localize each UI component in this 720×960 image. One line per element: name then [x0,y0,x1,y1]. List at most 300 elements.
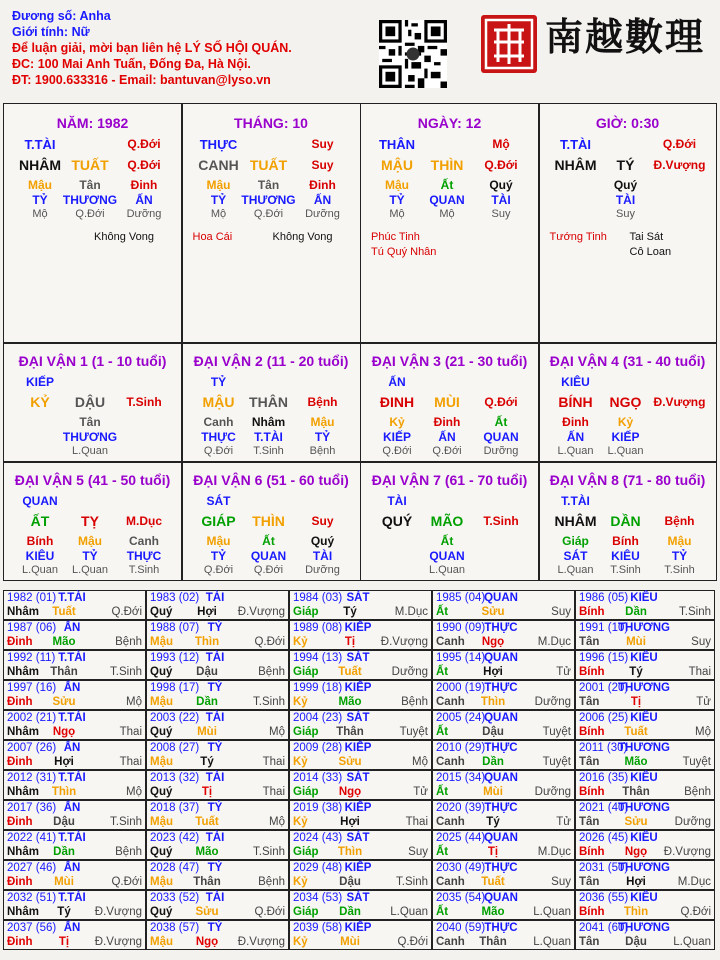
pillar-title: NGÀY: 12 [417,115,482,131]
year-branch: Sửu [195,906,219,918]
branch-stage-label: Suy [311,158,334,172]
hidden-stage: Suy [616,208,635,220]
hidden-stage: Q.Đới [203,445,234,457]
year-branch: Tuất [195,816,219,828]
year-cell [289,710,432,740]
heavenly-stem: NHÂM [554,513,597,529]
hidden-stage: Q.Đới [253,564,284,576]
year-label: 2000 (19) [436,682,486,694]
life-stage-label: Suy [311,137,334,151]
year-cell [289,860,432,890]
contact-line: Để luận giải, mời bạn liên hệ LÝ SỐ HỘI QUÁN. [12,41,292,55]
year-cell [3,680,146,710]
hidden-stem: Bính [612,534,639,548]
year-label: 1987 (06) [7,622,57,634]
year-ten-god: T.TÀI [58,832,86,844]
year-cell [575,650,715,680]
year-cell [575,860,715,890]
hidden-stage: L.Quan [557,564,594,576]
year-stage: Dưỡng [391,666,428,678]
dai-van-panel [3,462,182,581]
hidden-stem: Canh [203,415,234,429]
year-label: 2015 (34) [436,772,486,784]
earthly-branch: THÂN [249,394,288,410]
year-stage: Dưỡng [534,786,571,798]
ten-god-label: TÀI [387,494,407,508]
year-stem: Giáp [293,606,319,618]
hidden-stem: Đinh [309,178,336,192]
pillar-title: GIỜ: 0:30 [595,115,660,131]
year-cell [432,740,575,770]
year-label: 2008 (27) [150,742,200,754]
hidden-god: TỶ [210,193,227,207]
year-label: 2021 (40) [579,802,629,814]
year-ten-god: THỰC [484,862,518,874]
year-stage: Q.Đới [111,876,142,888]
year-stage: Thai [262,786,285,798]
hidden-stem: Tân [257,178,280,192]
year-label: 2033 (52) [150,892,200,904]
year-label: 1984 (03) [293,592,343,604]
hidden-stage: Mộ [389,208,405,220]
year-ten-god: TỶ [207,922,223,934]
year-cell [432,830,575,860]
year-stem: Quý [150,786,173,798]
year-label: 1995 (14) [436,652,486,664]
hidden-stem: Quý [489,178,513,192]
year-label: 2017 (36) [7,802,57,814]
year-stage: Đ.Vượng [94,906,142,918]
year-branch: Tý [629,666,643,678]
year-ten-god: TÀI [205,712,225,724]
year-cell [289,680,432,710]
year-stage: Q.Đới [397,936,428,948]
earthly-branch: MÃO [430,513,464,529]
year-ten-god: THỰC [484,802,518,814]
year-branch: Thân [193,876,221,888]
ten-god-label: QUAN [22,494,58,508]
dai-van-title: ĐẠI VẬN 1 (1 - 10 tuổi) [18,353,167,369]
year-stem: Kỷ [293,756,308,768]
year-stage: Tử [556,816,571,828]
year-cell [146,620,289,650]
year-stem: Đinh [7,936,33,948]
year-stage: Bệnh [258,876,285,888]
year-label: 2039 (58) [293,922,343,934]
year-stem: Giáp [293,846,319,858]
year-stem: Tân [579,756,600,768]
hidden-stage: Bệnh [309,445,336,457]
year-ten-god: THỰC [484,922,518,934]
year-stem: Kỷ [293,936,308,948]
life-stage-label: Mộ [492,137,510,151]
year-stage: Đ.Vượng [94,936,142,948]
year-ten-god: THỰC [484,682,518,694]
dai-van-panel [539,343,717,462]
hidden-stem: Ất [440,534,454,548]
year-stage: Thai [119,756,142,768]
year-branch: Hợi [340,816,360,828]
year-branch: Sửu [338,756,362,768]
year-ten-god: TÀI [205,832,225,844]
year-ten-god: KIẾP [344,622,372,634]
year-branch: Thân [479,936,507,948]
hidden-god: KIÊU [611,549,640,563]
year-label: 2020 (39) [436,802,486,814]
life-stage-label: Bệnh [307,395,338,409]
dai-van-title: ĐẠI VẬN 7 (61 - 70 tuổi) [371,472,528,488]
year-label: 2002 (21) [7,712,57,724]
year-branch: Mão [52,636,76,648]
hidden-stem: Bính [26,534,54,548]
year-label: 2037 (56) [7,922,57,934]
year-label: 2009 (28) [293,742,343,754]
year-label: 2018 (37) [150,802,200,814]
year-cell [146,740,289,770]
year-stage: Q.Đới [254,636,285,648]
year-stem: Canh [436,876,465,888]
hidden-stage: L.Quan [607,445,644,457]
year-ten-god: KIÊU [630,832,658,844]
year-branch: Dần [53,846,75,858]
year-ten-god: KIÊU [630,592,658,604]
special-star-right: Tai Sát [629,231,664,243]
year-cell [575,800,715,830]
year-ten-god: T.TÀI [58,712,86,724]
earthly-branch: THÌN [252,513,285,529]
year-cell [289,650,432,680]
year-label: 2025 (44) [436,832,486,844]
hidden-stage: Q.Đới [75,208,105,220]
year-stem: Mậu [150,936,173,948]
year-label: 2001 (20) [579,682,629,694]
earthly-branch: DẬU [74,394,106,410]
hidden-stage: L.Quan [428,564,466,576]
year-stem: Giáp [293,666,319,678]
year-stem: Ất [436,666,449,678]
earthly-branch: TÝ [616,157,635,173]
year-branch: Tuất [624,726,648,738]
year-cell [3,890,146,920]
year-stage: Mộ [269,726,285,738]
year-branch: Mão [338,696,362,708]
year-label: 2019 (38) [293,802,343,814]
dai-van-panel [360,462,539,581]
owner-name: Đương số: Anha [12,9,111,23]
year-branch: Mão [195,846,219,858]
hidden-stem: Kỷ [617,415,634,429]
year-ten-god: T.TÀI [58,772,86,784]
year-ten-god: TÀI [205,652,225,664]
hidden-god: TỶ [314,430,331,444]
year-cell [289,890,432,920]
hidden-stem: Tân [79,415,101,429]
year-stage: T.Sinh [253,846,285,858]
year-stage: Đ.Vượng [380,636,428,648]
year-stage: Tử [556,666,571,678]
special-star-left: Hoa Cái [192,231,233,243]
year-ten-god: ẤN [63,922,81,934]
year-ten-god: TỶ [207,742,223,754]
year-ten-god: KIÊU [630,712,658,724]
dai-van-panel [539,462,717,581]
life-stage-label: T.Sinh [483,514,519,528]
hidden-god: SÁT [563,549,588,563]
year-stem: Quý [150,726,173,738]
year-stage: Tuyệt [542,756,571,768]
year-branch: Dần [482,756,504,768]
year-branch: Dần [339,906,361,918]
year-ten-god: T.TÀI [58,892,86,904]
hidden-stem: Tân [79,178,101,192]
year-branch: Mùi [197,726,217,738]
year-stage: Tử [696,696,711,708]
hidden-stem: Quý [310,534,335,548]
year-stem: Nhâm [7,726,39,738]
hidden-stage: Q.Đới [382,445,412,457]
heavenly-stem: ĐINH [379,394,415,410]
year-cell [289,830,432,860]
year-ten-god: QUAN [484,652,518,664]
year-branch: Thìn [480,696,506,708]
year-ten-god: ẤN [63,622,81,634]
year-label: 2026 (45) [579,832,629,844]
dai-van-panel [360,343,539,462]
hidden-stem: Mậu [206,534,231,548]
hidden-stem: Kỷ [389,415,405,429]
hidden-god: KIÊU [25,549,55,563]
year-label: 2011 (30) [579,742,628,754]
year-branch: Tuất [52,606,76,618]
year-cell [289,800,432,830]
year-ten-god: THƯƠNG [618,682,670,694]
hidden-god: QUAN [483,430,519,444]
year-label: 1996 (15) [579,652,629,664]
hidden-god: TÀI [491,193,511,207]
year-stem: Bính [579,606,605,618]
year-cell [146,710,289,740]
year-stage: Đ.Vượng [663,846,711,858]
year-label: 1989 (08) [293,622,343,634]
year-stage: Tử [413,786,428,798]
year-cell [289,620,432,650]
year-label: 1993 (12) [150,652,200,664]
hidden-stem: Đinh [433,415,461,429]
ten-god-label: ẤN [388,375,406,389]
year-ten-god: THƯƠNG [618,922,670,934]
year-ten-god: TÀI [205,592,225,604]
life-stage-label: Suy [311,514,334,528]
year-stem: Mậu [150,816,173,828]
year-branch: Hợi [626,876,646,888]
year-stem: Đinh [7,816,33,828]
year-cell [3,770,146,800]
hidden-stage: Q.Đới [203,564,234,576]
hidden-stem: Đinh [130,178,158,192]
year-cell [575,740,715,770]
header-info [12,8,292,88]
life-stage-label: T.Sinh [126,395,162,409]
year-cell [432,770,575,800]
year-stage: Bệnh [401,696,428,708]
year-branch: Tuất [338,666,362,678]
hidden-stage: Dưỡng [483,445,519,457]
hidden-stem: Nhâm [251,415,286,429]
year-label: 2013 (32) [150,772,200,784]
year-label: 1986 (05) [579,592,629,604]
year-stem: Bính [579,906,605,918]
year-cell [146,860,289,890]
hidden-stem: Giáp [562,534,589,548]
year-branch: Thìn [623,906,649,918]
year-stem: Ất [436,846,449,858]
dai-van-title: ĐẠI VẬN 3 (21 - 30 tuổi) [371,353,528,369]
year-stage: Đ.Vượng [237,606,285,618]
special-star-right: Không Vong [94,231,154,243]
year-stage: Thai [688,666,711,678]
year-ten-god: QUAN [484,832,518,844]
year-stem: Canh [436,756,465,768]
year-label: 2024 (43) [293,832,343,844]
year-stage: Bệnh [258,666,285,678]
year-cell [432,620,575,650]
year-cell [575,680,715,710]
year-ten-god: THƯƠNG [618,802,670,814]
year-branch: Hợi [54,756,74,768]
year-stage: Q.Đới [254,906,285,918]
year-branch: Mùi [483,786,503,798]
year-label: 2030 (49) [436,862,486,874]
year-stage: Q.Đới [111,606,142,618]
year-cell [3,650,146,680]
year-ten-god: QUAN [484,592,518,604]
year-ten-god: KIẾP [344,742,372,754]
year-ten-god: TÀI [205,772,225,784]
year-stage: Mộ [269,816,285,828]
year-cell [3,710,146,740]
year-cell [146,590,289,620]
year-cell [432,890,575,920]
year-ten-god: ẤN [63,682,81,694]
hidden-god: TỶ [671,549,688,563]
year-label: 1988 (07) [150,622,200,634]
special-star-left: Tướng Tinh [549,231,607,243]
year-cell [432,800,575,830]
year-stem: Mậu [150,636,173,648]
year-stem: Tân [579,636,600,648]
heavenly-stem: QUÝ [381,513,413,529]
year-label: 2012 (31) [7,772,57,784]
pillar-title: NĂM: 1982 [56,115,129,131]
year-stage: Bệnh [115,636,142,648]
hidden-stem: Mậu [385,178,409,192]
ten-god-label: KIẾP [25,375,55,389]
year-label: 1983 (02) [150,592,200,604]
branch-stage-label: Q.Đới [127,158,161,172]
year-label: 2036 (55) [579,892,629,904]
year-label: 2029 (48) [293,862,343,874]
year-label: 2027 (46) [7,862,57,874]
year-stem: Kỷ [293,876,308,888]
year-stem: Canh [436,636,465,648]
year-stem: Bính [579,846,605,858]
year-stage: T.Sinh [110,666,142,678]
year-label: 2041 (60) [579,922,629,934]
year-ten-god: THƯƠNG [618,742,670,754]
hidden-stage: Dưỡng [126,208,162,220]
year-label: 2023 (42) [150,832,200,844]
qr-code-icon [379,20,447,88]
year-stem: Giáp [293,906,319,918]
year-ten-god: THỰC [484,742,518,754]
hidden-god: THỰC [201,430,236,444]
year-label: 2035 (54) [436,892,486,904]
year-cell [575,770,715,800]
heavenly-stem: KỶ [30,394,50,410]
year-label: 2031 (50) [579,862,629,874]
hidden-stem: Mậu [667,534,692,548]
heavenly-stem: BÍNH [558,394,593,410]
year-stage: Suy [408,846,428,858]
year-ten-god: QUAN [484,712,518,724]
year-stage: Mộ [126,786,142,798]
year-stage: T.Sinh [110,816,142,828]
year-stage: Q.Đới [680,906,711,918]
year-label: 1990 (09) [436,622,486,634]
hidden-stage: Suy [491,208,511,220]
year-stage: Thai [405,816,428,828]
year-stage: L.Quan [533,936,571,948]
year-stem: Đinh [7,876,33,888]
year-branch: Dần [196,696,218,708]
dai-van-title: ĐẠI VẬN 8 (71 - 80 tuổi) [549,472,706,488]
year-label: 2003 (22) [150,712,200,724]
hidden-stem: Mậu [28,178,52,192]
year-cell [3,620,146,650]
year-cell [289,740,432,770]
year-ten-god: ẤN [63,742,81,754]
year-branch: Thân [336,726,364,738]
year-label: 1991 (10) [579,622,629,634]
year-branch: Tuất [481,876,505,888]
hidden-stem: Mậu [78,534,102,548]
pillar-panel [360,103,539,343]
year-ten-god: SÁT [346,652,370,664]
year-branch: Hợi [483,666,503,678]
year-branch: Thân [622,786,650,798]
hidden-stage: Mộ [439,208,455,220]
year-branch: Hợi [197,606,217,618]
hidden-stage: Dưỡng [305,564,340,576]
life-stage-label: Đ.Vượng [653,395,706,409]
year-stem: Mậu [150,756,173,768]
hidden-god: KIẾP [382,430,412,444]
year-stem: Ất [436,606,449,618]
special-star-left: Tú Quý Nhân [371,246,437,258]
year-stage: T.Sinh [396,876,428,888]
year-cell [146,830,289,860]
year-label: 1982 (01) [7,592,57,604]
year-branch: Dậu [196,666,218,678]
year-branch: Dậu [53,816,75,828]
year-branch: Tý [343,606,357,618]
year-label: 2034 (53) [293,892,343,904]
year-stem: Quý [150,606,173,618]
year-cell [3,920,146,950]
year-cell [575,920,715,950]
life-stage-label: Q.Đới [484,395,518,409]
year-cell [146,680,289,710]
